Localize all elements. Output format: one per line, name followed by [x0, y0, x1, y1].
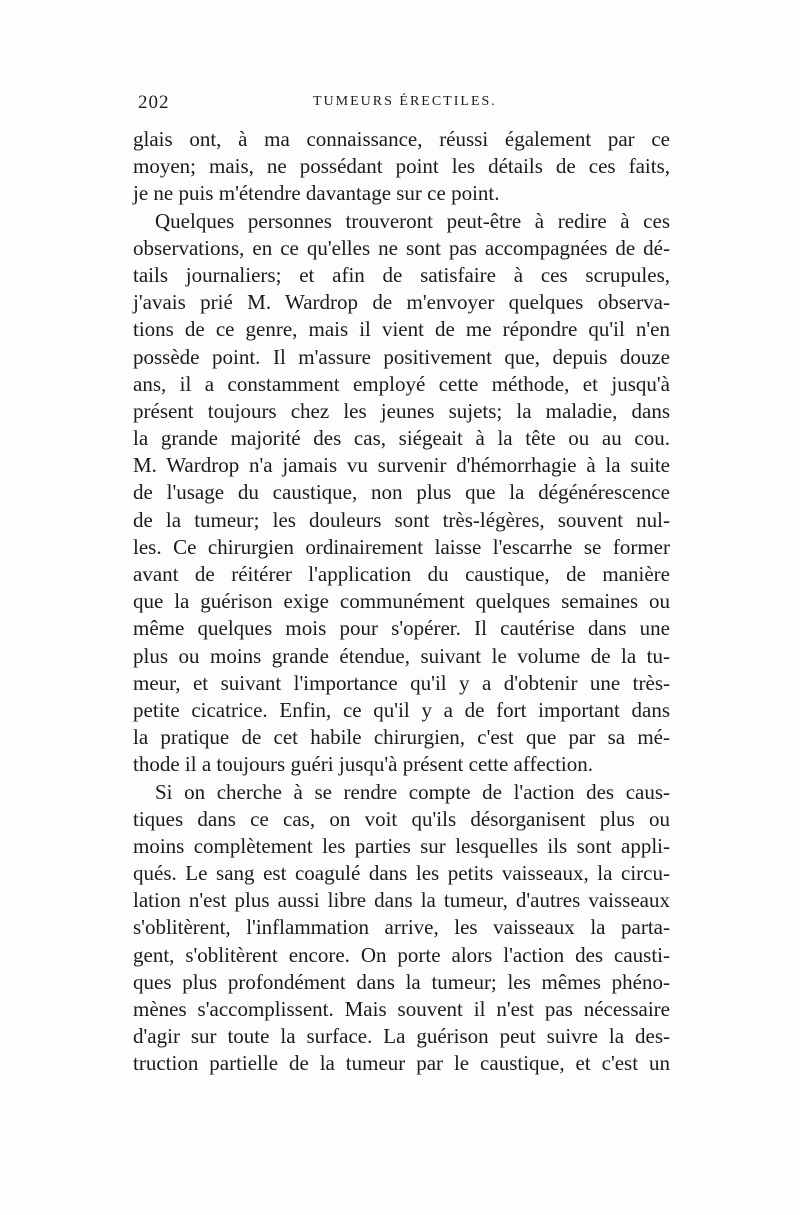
text-line: meur, et suivant l'importance qu'il y a d'obtenir une très- — [133, 670, 670, 695]
text-line: observations, en ce qu'elles ne sont pas accompagnées de dé- — [133, 235, 670, 260]
text-line: les. Ce chirurgien ordinairement laisse l'escarrhe se former — [133, 534, 670, 559]
text-line: ans, il a constamment employé cette méthode, et jusqu'à — [133, 371, 670, 396]
text-line: s'oblitèrent, l'inflammation arrive, les vaisseaux la parta- — [133, 915, 670, 940]
page-header — [138, 92, 668, 116]
text-line: je ne puis m'étendre davantage sur ce point. — [133, 181, 500, 206]
text-line: moins complètement les parties sur lesquelles ils sont appli- — [133, 833, 670, 858]
text-line: glais ont, à ma connaissance, réussi également par ce — [133, 127, 670, 151]
text-line: thode il a toujours guéri jusqu'à présent cette affection. — [133, 752, 594, 777]
text-line: qués. Le sang est coagulé dans les petits vaisseaux, la circu- — [133, 861, 670, 886]
text-line: Quelques personnes trouveront peut-être à redire à ces — [155, 208, 670, 233]
text-line: mènes s'accomplissent. Mais souvent il n'est pas nécessaire — [133, 997, 670, 1021]
body-text — [133, 126, 670, 1078]
text-line: M. Wardrop n'a jamais vu survenir d'hémorrhagie à la suite — [133, 453, 670, 478]
running-title: TUMEURS ÉRECTILES. — [313, 94, 497, 109]
text-line: Si on cherche à se rendre compte de l'action des caus- — [155, 779, 670, 804]
text-line: même quelques mois pour s'opérer. Il cautérise dans une — [133, 616, 670, 641]
text-line: j'avais prié M. Wardrop de m'envoyer quelques observa- — [133, 290, 670, 315]
text-line: possède point. Il m'assure positivement que, depuis douze — [133, 344, 670, 369]
text-line: que la guérison exige communément quelques semaines ou — [133, 589, 670, 614]
text-line: petite cicatrice. Enfin, ce qu'il y a de fort important dans — [133, 697, 670, 722]
text-line: présent toujours chez les jeunes sujets; la maladie, dans — [133, 398, 670, 423]
text-line: de l'usage du caustique, non plus que la dégénérescence — [133, 480, 670, 505]
text-line: truction partielle de la tumeur par le caustique, et c'est un — [133, 1051, 670, 1076]
text-line: moyen; mais, ne possédant point les détails de ces faits, — [133, 154, 670, 179]
page-number: 202 — [138, 92, 170, 113]
text-line: avant de réitérer l'application du caustique, de manière — [133, 562, 670, 586]
text-line: gent, s'oblitèrent encore. On porte alors l'action des causti- — [133, 942, 670, 967]
text-line: la pratique de cet habile chirurgien, c'est que par sa mé- — [133, 725, 670, 750]
text-line: tions de ce genre, mais il vient de me répondre qu'il n'en — [133, 317, 670, 342]
text-line: tails journaliers; et afin de satisfaire à ces scrupules, — [133, 262, 670, 287]
text-line: tiques dans ce cas, on voit qu'ils désorganisent plus ou — [133, 806, 670, 831]
text-line: ques plus profondément dans la tumeur; les mêmes phéno- — [133, 969, 670, 994]
text-line: de la tumeur; les douleurs sont très-légères, souvent nul- — [133, 507, 670, 532]
text-line: d'agir sur toute la surface. La guérison peut suivre la des- — [133, 1024, 670, 1049]
text-line: plus ou moins grande étendue, suivant le volume de la tu- — [133, 643, 670, 668]
text-line: la grande majorité des cas, siégeait à la tête ou au cou. — [133, 426, 670, 451]
text-line: lation n'est plus aussi libre dans la tumeur, d'autres vaisseaux — [133, 888, 670, 913]
